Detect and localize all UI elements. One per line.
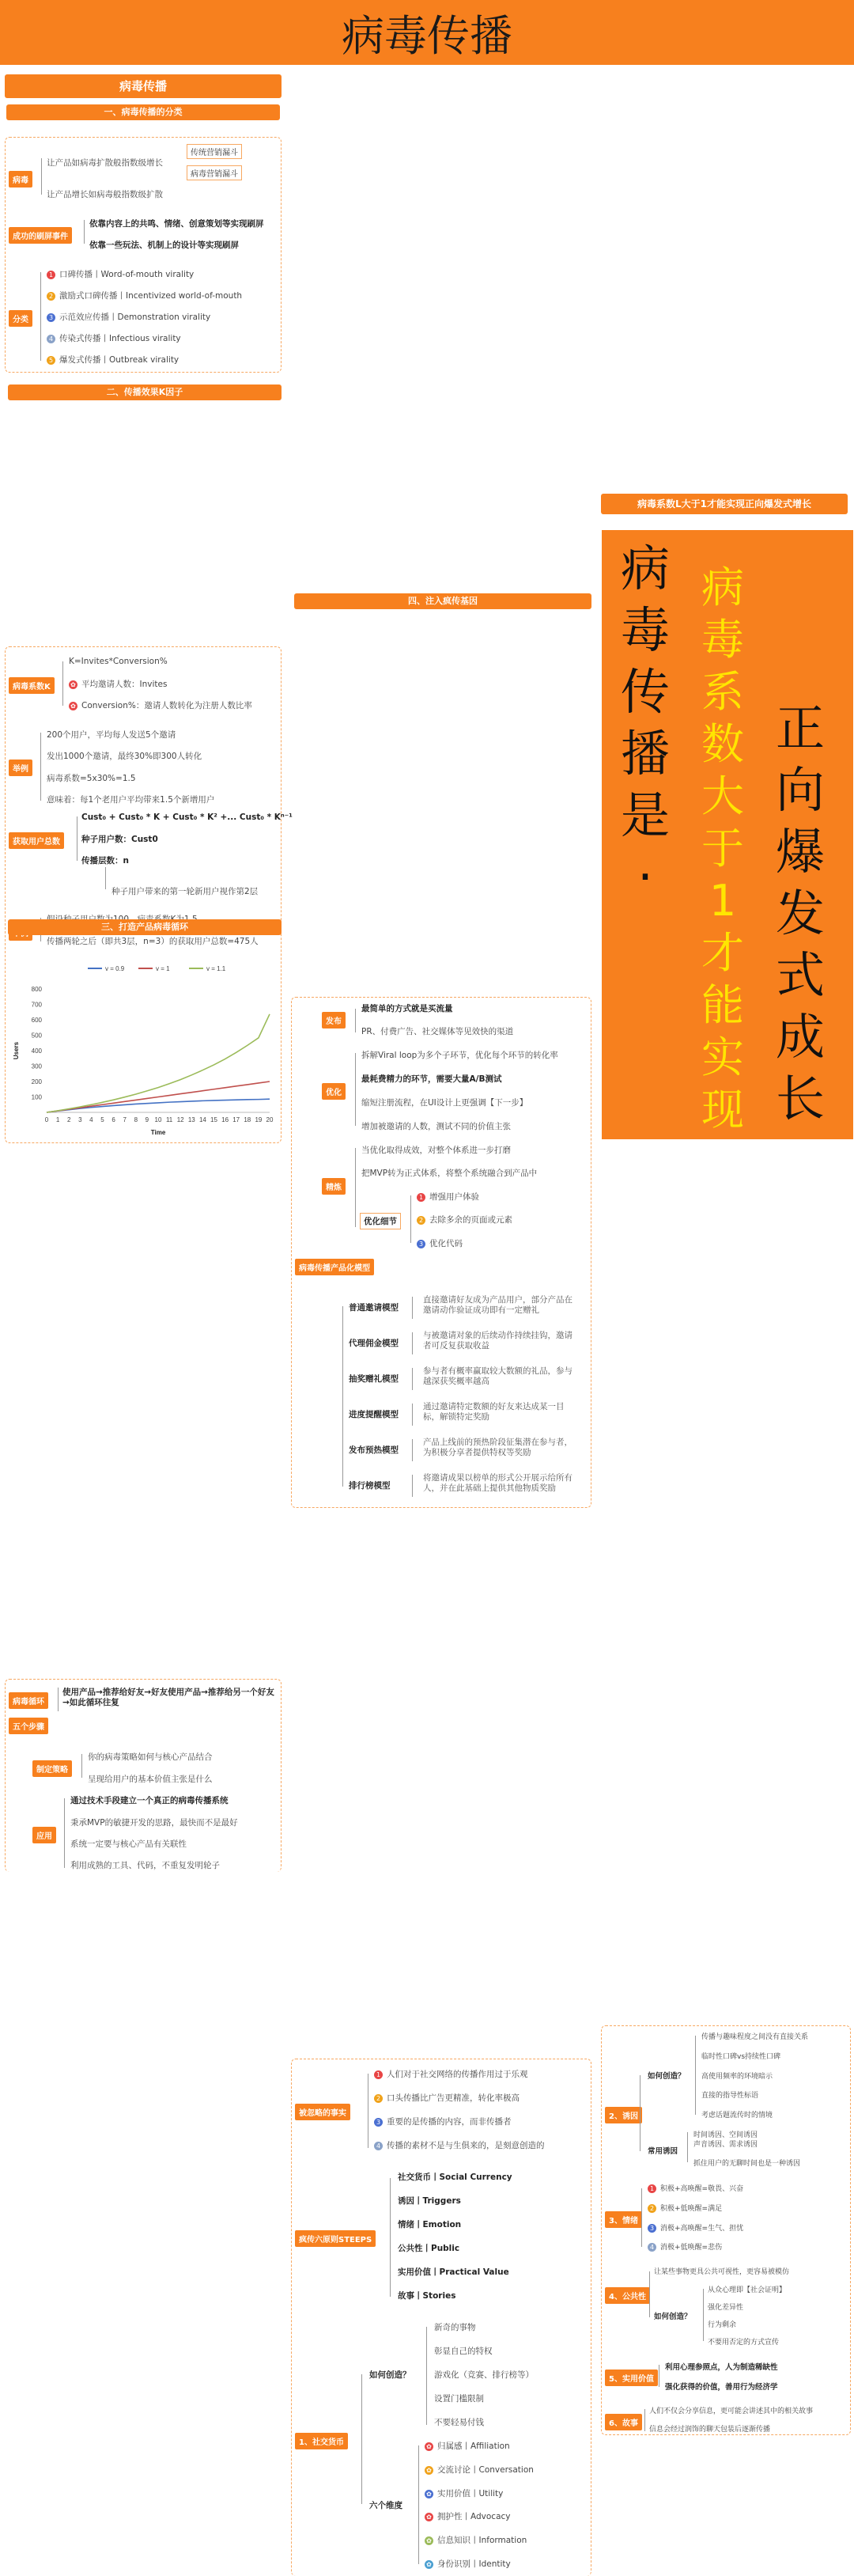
x-tick-label: 2	[66, 1116, 71, 1123]
x-tick-label: 3	[78, 1116, 82, 1123]
layers-note: 种子用户带来的第一轮新用户视作第2层	[111, 887, 259, 896]
banner-column-1	[618, 538, 673, 908]
x-tick-label: 12	[176, 1116, 184, 1123]
loop-tag: 病毒循环	[9, 1692, 48, 1709]
category-item: 3 示范效应传播丨Demonstration virality	[47, 311, 210, 323]
header-banner	[0, 0, 854, 65]
optimize-tag: 优化	[322, 1083, 346, 1100]
x-tick-label: 10	[154, 1116, 162, 1123]
contagious-panel	[291, 2059, 591, 2576]
common-trigger-item: 声音诱因、需求诱因	[693, 2141, 758, 2149]
loop-text: 使用产品→推荐给好友→好友使用产品→推荐给另一个好友→如此循环往复	[62, 1688, 274, 1707]
apply-line: 通过技术手段建立一个真正的病毒传播系统	[70, 1796, 229, 1805]
series-line-v = 1.1	[47, 1014, 270, 1112]
legend-label: v = 0.9	[105, 965, 125, 972]
banner-char: 数	[701, 719, 744, 769]
example-line: 发出1000个邀请，最终30%即300人转化	[47, 752, 202, 761]
detail-tag: 优化细节	[360, 1213, 401, 1229]
banner-char: 向	[775, 761, 825, 819]
model-description: 产品上线前的预热阶段征集潜在参与者，为积极分享者提供特权等奖励	[423, 1438, 572, 1457]
steeps-item: 社交货币丨Social Currency	[398, 2173, 512, 2182]
emotion-item: 3 消极+高唤醒=生气、担忧	[648, 2222, 743, 2233]
strategy-line: 你的病毒策略如何与核心产品结合	[88, 1752, 213, 1762]
public-top: 让某些事物更具公共可视性，更容易被模仿	[654, 2268, 790, 2276]
public-item: 从众心理即【社会证明】	[708, 2286, 787, 2294]
x-tick-label: 19	[255, 1116, 263, 1123]
common-triggers-label: 常用诱因	[648, 2147, 678, 2156]
banner-column-2	[695, 562, 750, 1136]
public-tag: 4、公共性	[605, 2287, 650, 2304]
section-2-title: 二、传播效果K因子	[8, 385, 282, 400]
steeps-item: 故事丨Stories	[398, 2291, 456, 2301]
kfactor-panel	[5, 646, 293, 1143]
k-invites: ✿ 平均邀请人数：Invites	[69, 678, 167, 690]
six-dimensions-label: 六个维度	[369, 2501, 402, 2510]
model-tag: 病毒传播产品化模型	[295, 1259, 374, 1275]
public-item: 不要用否定的方式宣传	[708, 2339, 780, 2347]
publish-line: 最简单的方式就是买流量	[361, 1004, 453, 1013]
value-item: 利用心理参照点，人为制造稀缺性	[665, 2363, 778, 2372]
trigger-item: 临时性口碑vs持续性口碑	[701, 2053, 781, 2061]
banner-char: 1	[709, 876, 737, 926]
series-line-v = 0.9	[47, 1099, 270, 1112]
model-description: 通过邀请特定数额的好友来达成某一目标，解锁特定奖励	[423, 1402, 565, 1422]
dimension-item: ✿ 信息知识丨Information	[425, 2534, 527, 2546]
model-description: 将邀请成果以榜单的形式公开展示给所有人，并在此基础上提供其他物质奖励	[423, 1473, 572, 1493]
five-steps-tag: 五个步骤	[9, 1718, 48, 1734]
dimension-item: ✿ 实用价值丨Utility	[425, 2487, 503, 2499]
x-tick-label: 20	[266, 1116, 274, 1123]
banner-char: 长	[775, 1070, 825, 1127]
banner-char: 爆	[775, 823, 825, 881]
banner-char: 毒	[620, 601, 670, 659]
trigger-item: 传播与趣味程度之间没有直接关系	[701, 2033, 809, 2041]
story-item: 人们不仅会分享信息，更可能会讲述其中的相关故事	[649, 2407, 814, 2415]
x-tick-label: 8	[134, 1116, 138, 1123]
steeps-tag: 疯传六原则STEEPS	[295, 2230, 376, 2247]
refine-line: 把MVP转为正式体系，将整个系统融合到产品中	[361, 1169, 538, 1178]
optimize-line: 增加被邀请的人数，测试不同的价值主张	[361, 1122, 511, 1131]
model-description: 直接邀请好友成为产品用户，部分产品在邀请动作验证成功即有一定赠礼	[423, 1295, 572, 1315]
banner-char: 是	[620, 786, 670, 844]
category-item: 5 爆发式传播丨Outbreak virality	[47, 354, 179, 366]
x-tick-label: 0	[44, 1116, 49, 1123]
banner-char: 发	[775, 885, 825, 942]
success-b: 依靠一些玩法、机制上的设计等实现刷屏	[89, 241, 239, 250]
x-tick-label: 9	[145, 1116, 149, 1123]
practical-value-tag: 5、实用价值	[605, 2370, 658, 2386]
section-4-title: 四、注入疯传基因	[294, 593, 591, 609]
stories-tag: 6、故事	[605, 2414, 642, 2430]
how-item: 彰显自己的特权	[434, 2347, 493, 2356]
y-tick-label: 600	[31, 1017, 42, 1024]
model-name: 代理佣金模型	[349, 1339, 399, 1348]
banner-char: 现	[701, 1085, 744, 1135]
example-line: 200个用户，平均每人发送5个邀请	[47, 730, 176, 740]
model-name: 抽奖赠礼模型	[349, 1374, 399, 1384]
trigger-how: 如何创造？	[648, 2072, 686, 2081]
steeps-item: 实用价值丨Practical Value	[398, 2267, 509, 2277]
model-description: 参与者有概率赢取较大数额的礼品，参与越深获奖概率越高	[423, 1366, 572, 1386]
total-tag: 获取用户总数	[9, 832, 64, 849]
section-1-title: 一、病毒传播的分类	[6, 104, 280, 120]
banner-char: 成	[775, 1008, 825, 1066]
x-tick-label: 14	[198, 1116, 206, 1123]
series-line-v = 1	[47, 1082, 270, 1112]
publish-line: PR、付费广告、社交媒体等见效快的渠道	[361, 1027, 514, 1036]
k-conversion: ✿ Conversion%：邀请人数转化为注册人数比率	[69, 699, 252, 711]
ignored-tag: 被忽略的事实	[295, 2104, 350, 2120]
k-formula: K=Invites*Conversion%	[69, 657, 168, 666]
y-tick-label: 400	[31, 1047, 42, 1055]
trigger-tag: 2、诱因	[605, 2107, 642, 2123]
apply-tag: 应用	[32, 1827, 56, 1843]
legend-label: v = 1	[156, 965, 170, 972]
how-item: 游戏化（竞赛、排行榜等）	[434, 2370, 534, 2380]
model-name: 进度提醒模型	[349, 1410, 399, 1419]
detail-item: 1 增强用户体验	[417, 1191, 479, 1203]
x-tick-label: 6	[111, 1116, 115, 1123]
dimension-item: ✿ 交流讨论丨Conversation	[425, 2464, 534, 2476]
ignored-item: 3 重要的是传播的内容，而非传播者	[374, 2116, 512, 2127]
y-tick-label: 100	[31, 1093, 42, 1101]
steeps-item: 诱因丨Triggers	[398, 2196, 461, 2206]
ignored-item: 4 传播的素材不是与生俱来的，是刻意创造的	[374, 2139, 545, 2151]
category-item: 1 口碑传播丨Word-of-mouth virality	[47, 268, 194, 280]
model-name: 普通邀请模型	[349, 1303, 399, 1313]
success-a: 依靠内容上的共鸣、情绪、创意策划等实现刷屏	[89, 219, 264, 229]
dimension-item: ✿ 拥护性丨Advocacy	[425, 2510, 511, 2522]
steeps-item: 公共性丨Public	[398, 2244, 460, 2253]
summary-banner	[602, 530, 853, 1139]
banner-char: 于	[701, 824, 744, 873]
steeps-detail-panel	[601, 2025, 851, 2435]
ignored-item: 2 口头传播比广告更精准，转化率极高	[374, 2092, 520, 2104]
legend-label: v = 1.1	[206, 965, 226, 972]
total-formula: Cust₀ + Cust₀ * K + Cust₀ * K² +... Cust₀ * Kⁿ⁻¹	[81, 813, 293, 822]
y-tick-label: 500	[31, 1032, 42, 1040]
detail-item: 3 优化代码	[417, 1237, 463, 1249]
emotion-tag: 3、情绪	[605, 2211, 642, 2228]
x-axis-label: Time	[150, 1129, 166, 1136]
loop-panel	[5, 1679, 282, 1872]
emotion-item: 2 积极+低唤醒=满足	[648, 2203, 722, 2213]
banner-char: 大	[701, 771, 744, 821]
optimize-line: 拆解Viral loop为多个子环节，优化每个环节的转化率	[361, 1051, 558, 1060]
category-item: 2 激励式口碑传播丨Incentivized world-of-mouth	[47, 290, 242, 301]
virus-a: 让产品如病毒扩散般指数级增长	[47, 158, 163, 168]
common-trigger-item: 抓住用户的无聊时间也是一种诱因	[693, 2160, 801, 2168]
social-currency-tag: 1、社交货币	[295, 2433, 348, 2449]
banner-char: 能	[701, 980, 744, 1030]
value-item: 强化获得的价值，善用行为经济学	[665, 2383, 778, 2392]
k-tag: 病毒系数K	[9, 677, 55, 694]
refine-tag: 精炼	[322, 1178, 346, 1195]
users-growth-chart	[9, 957, 278, 1139]
apply-line: 系统一定要与核心产品有关联性	[70, 1839, 187, 1849]
banner-char: 才	[701, 928, 744, 978]
category-tag: 分类	[9, 310, 32, 327]
banner-char: 毒	[701, 615, 744, 665]
ignored-item: 1 人们对于社交网络的传播作用过于乐观	[374, 2068, 528, 2080]
virus-tag: 病毒	[9, 171, 32, 188]
example-line: 病毒系数=5x30%=1.5	[47, 774, 136, 783]
example-line: 意味着：每1个老用户平均带来1.5个新增用户	[47, 795, 215, 805]
banner-char: 播	[620, 725, 670, 782]
trigger-item: 高使用频率的环境暗示	[701, 2073, 773, 2081]
conclusion-bar: 病毒系数L大于1才能实现正向爆发式增长	[601, 494, 848, 514]
banner-char: 病	[701, 563, 744, 612]
apply-line: 秉承MVP的敏捷开发的思路，最快而不是最好	[70, 1818, 238, 1828]
trigger-item: 考虑话题流传时的情境	[701, 2112, 773, 2120]
success-tag: 成功的刷屏事件	[9, 227, 72, 244]
public-item: 强化差异性	[708, 2304, 744, 2312]
apply-line: 利用成熟的工具、代码，不重复发明轮子	[70, 1861, 220, 1870]
y-tick-label: 700	[31, 1001, 42, 1009]
model-name: 发布预热模型	[349, 1445, 399, 1455]
x-tick-label: 7	[123, 1116, 127, 1123]
optimize-line: 缩短注册流程，在UI设计上更强调【下一步】	[361, 1098, 528, 1108]
strategy-tag: 制定策略	[32, 1760, 72, 1777]
y-tick-label: 200	[31, 1078, 42, 1085]
y-axis-label: Users	[13, 1041, 20, 1060]
dimension-item: ✿ 身份识别丨Identity	[425, 2558, 511, 2570]
y-tick-label: 800	[31, 986, 42, 993]
example-tag: 举例	[9, 760, 32, 776]
story-item: 信息会经过润饰的聊天包装后逐渐传播	[649, 2426, 771, 2434]
optimize-line: 最耗费精力的环节，需要大量A/B测试	[361, 1074, 502, 1084]
x-tick-label: 18	[244, 1116, 251, 1123]
public-how: 如何创造？	[654, 2313, 692, 2321]
detail-item: 2 去除多余的页面或元素	[417, 1214, 512, 1225]
strategy-line: 呈现给用户的基本价值主张是什么	[88, 1775, 213, 1784]
example2-line: 传播两轮之后（即共3层，n=3）的获取用户总数=475人	[47, 937, 259, 946]
funnel-box-2: 病毒营销漏斗	[187, 165, 242, 180]
common-trigger-item: 时间诱因、空间诱因	[693, 2131, 758, 2139]
x-tick-label: 17	[232, 1116, 240, 1123]
x-tick-label: 11	[165, 1116, 173, 1123]
how-item: 设置门槛限制	[434, 2394, 484, 2404]
model-description: 与被邀请对象的后续动作持续挂钩，邀请者可反复获取收益	[423, 1331, 572, 1351]
banner-char: 系	[701, 667, 744, 717]
x-tick-label: 13	[187, 1116, 195, 1123]
banner-char: 病	[620, 540, 670, 597]
banner-char: 正	[775, 699, 825, 757]
x-tick-label: 5	[100, 1116, 104, 1123]
banner-char: 实	[701, 1032, 744, 1082]
banner-char: 传	[620, 663, 670, 721]
banner-char: 式	[775, 946, 825, 1004]
emotion-item: 1 积极+高唤醒=敬畏、兴奋	[648, 2183, 743, 2193]
category-item: 4 传染式传播丨Infectious virality	[47, 332, 181, 344]
emotion-item: 4 消极+低唤醒=悲伤	[648, 2241, 722, 2252]
virus-b: 让产品增长如病毒般指数级扩散	[47, 190, 163, 199]
publish-tag: 发布	[322, 1012, 346, 1029]
layers: 传播层数：n	[81, 856, 129, 866]
classification-panel	[5, 137, 282, 373]
banner-char: ·	[637, 848, 653, 906]
refine-line: 当优化取得成效，对整个体系进一步打磨	[361, 1146, 511, 1155]
public-item: 行为剩余	[708, 2321, 737, 2329]
trigger-item: 直接的指导性标语	[701, 2092, 759, 2100]
model-name: 排行榜模型	[349, 1481, 391, 1491]
growth-panel	[291, 997, 591, 1508]
how-item: 新奇的事物	[434, 2323, 476, 2332]
page-title: 病毒传播	[342, 10, 512, 61]
x-tick-label: 16	[221, 1116, 229, 1123]
banner-column-3	[773, 698, 828, 1130]
dimension-item: ✿ 归属感丨Affiliation	[425, 2440, 510, 2452]
steeps-item: 情绪丨Emotion	[398, 2220, 462, 2229]
left-title: 病毒传播	[5, 74, 282, 98]
seed-users: 种子用户数：Cust0	[81, 835, 158, 844]
x-tick-label: 4	[89, 1116, 93, 1123]
how-item: 不要轻易付钱	[434, 2418, 484, 2427]
x-tick-label: 1	[55, 1116, 60, 1123]
how-label: 如何创造？	[369, 2370, 411, 2380]
x-tick-label: 15	[210, 1116, 217, 1123]
y-tick-label: 300	[31, 1063, 42, 1070]
section-3-title: 三、打造产品病毒循环	[8, 919, 282, 935]
left-column	[5, 74, 282, 120]
funnel-box-1: 传统营销漏斗	[187, 144, 242, 159]
